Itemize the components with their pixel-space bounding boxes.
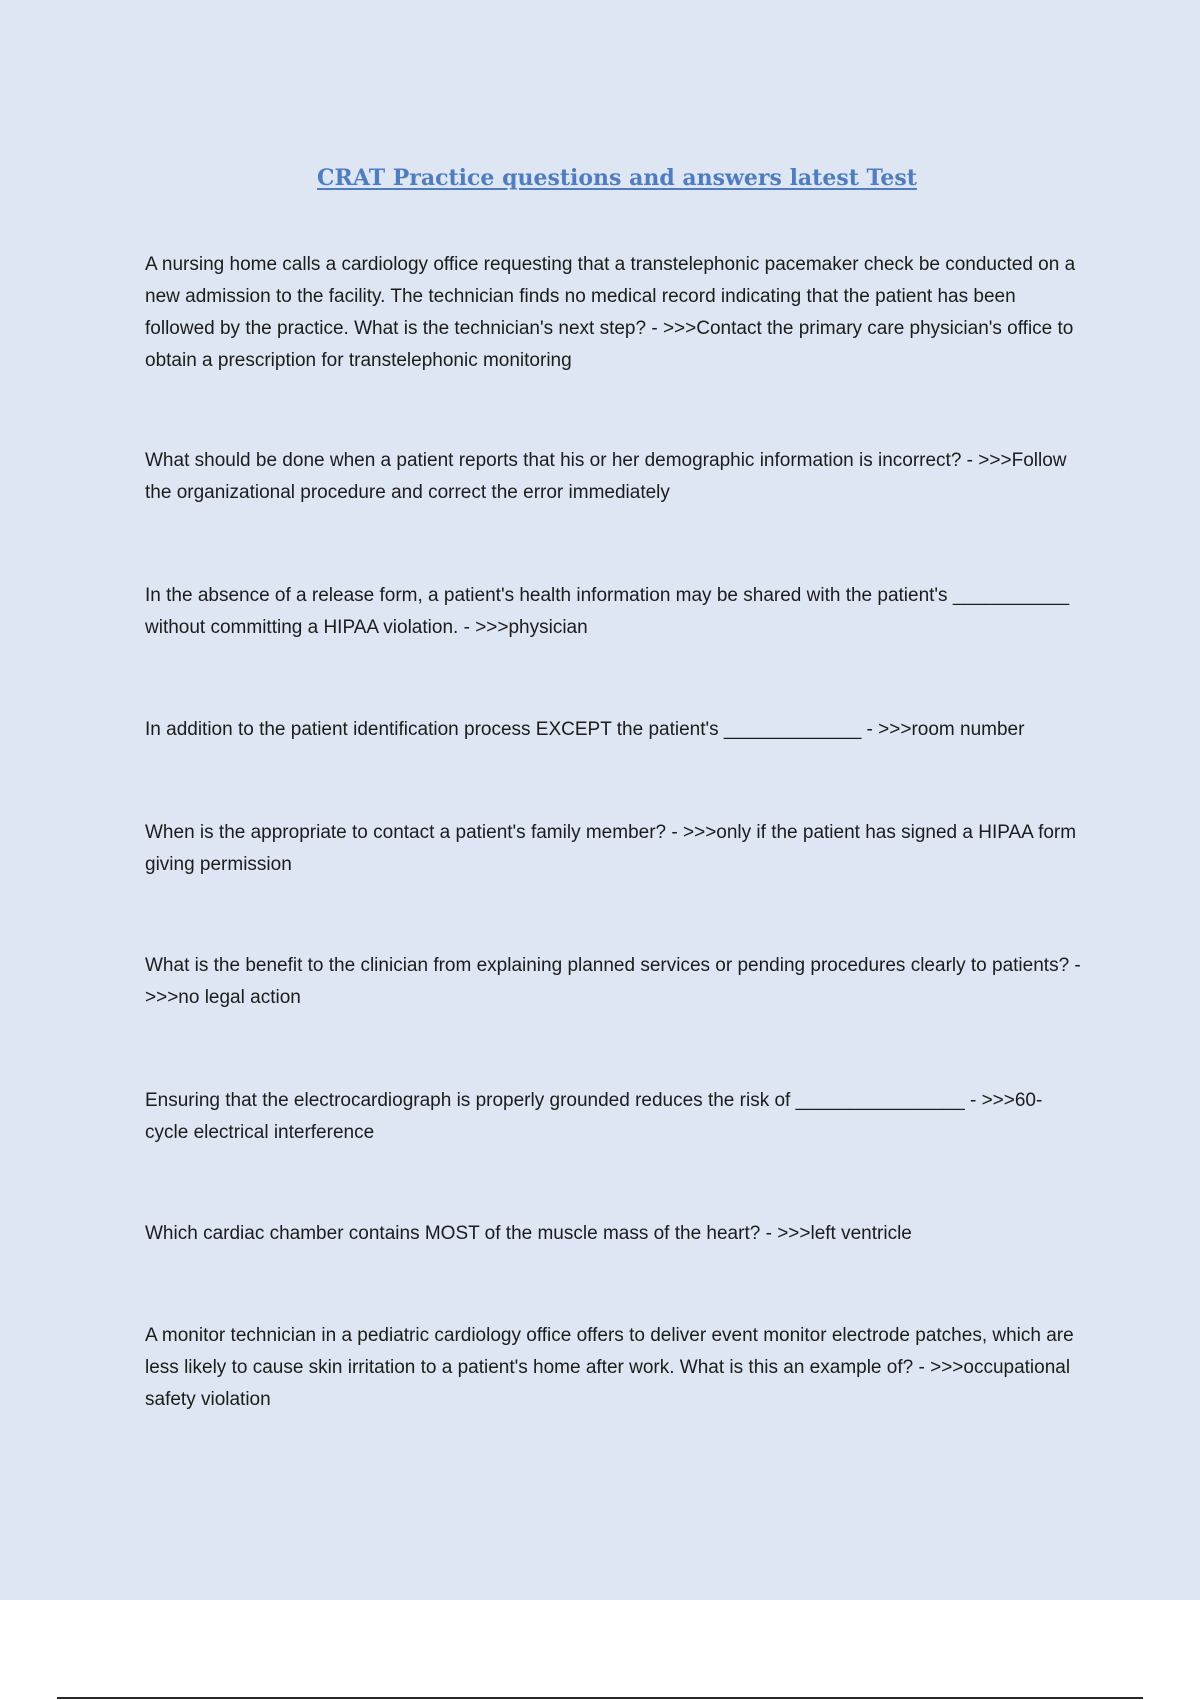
answer-text: >>>physician: [475, 617, 588, 638]
question-text: In addition to the patient identification process EXCEPT the patient's _____________ -: [145, 719, 873, 740]
qa-item: [145, 950, 1085, 1014]
qa-item: [145, 249, 1085, 377]
question-text: Which cardiac chamber contains MOST of the muscle mass of the heart? -: [145, 1223, 772, 1244]
question-text: Ensuring that the electrocardiograph is properly grounded reduces the risk of ________________ -: [145, 1090, 977, 1111]
qa-item: [145, 714, 1085, 746]
qa-item: [145, 580, 1085, 644]
footer-divider: [57, 1697, 1143, 1699]
page-title: CRAT Practice questions and answers latest Test: [317, 165, 917, 191]
answer-text: >>>60-cycle electrical interference: [145, 1090, 1043, 1143]
qa-item: [145, 445, 1085, 509]
question-text: What is the benefit to the clinician from explaining planned services or pending procedures clearly to patients? -: [145, 955, 1081, 976]
answer-text: >>>Follow the organizational procedure and correct the error immediately: [145, 450, 1067, 503]
answer-text: >>>occupational safety violation: [145, 1357, 1071, 1410]
qa-item: [145, 1320, 1085, 1416]
answer-text: >>>no legal action: [145, 987, 301, 1008]
question-text: A monitor technician in a pediatric cardiology office offers to deliver event monitor electrode patches, which are less likely to cause skin irritation to a patient's home after work. What is this an example of? -: [145, 1325, 1074, 1378]
question-text: In the absence of a release form, a patient's health information may be shared with the patient's ___________ without committing a HIPAA violation. -: [145, 585, 1070, 638]
answer-text: >>>left ventricle: [777, 1223, 912, 1244]
answer-text: >>>only if the patient has signed a HIPAA form giving permission: [145, 822, 1077, 875]
qa-item: [145, 817, 1085, 881]
question-text: A nursing home calls a cardiology office requesting that a transtelephonic pacemaker check be conducted on a new admission to the facility. The technician finds no medical record indicating that the patient has been followed by the practice. What is the technician's next step? -: [145, 254, 1076, 339]
question-text: What should be done when a patient reports that his or her demographic information is incorrect? -: [145, 450, 974, 471]
qa-item: [145, 1085, 1085, 1149]
answer-text: >>>Contact the primary care physician's office to obtain a prescription for transtelephonic monitoring: [145, 318, 1074, 371]
answer-text: >>>room number: [878, 719, 1025, 740]
question-text: When is the appropriate to contact a patient's family member? -: [145, 822, 678, 843]
qa-item: [145, 1218, 1085, 1250]
